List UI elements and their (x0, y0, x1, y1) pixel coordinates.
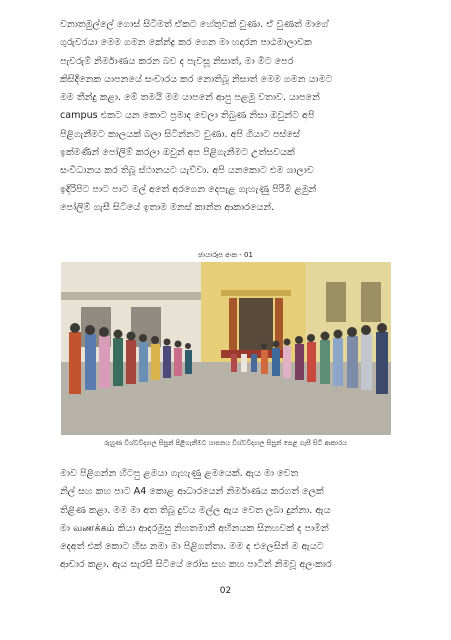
text-line: මාව පිළිගන්න හිටපු ළමයා ගැහැණු ළමයෙක්. ඇය මා වෙත (60, 468, 299, 479)
text-line: පිළිගැනීමට කාලයක් බලා සිටින්නට වුණා. අපි ගියාට පස්සේ (60, 128, 300, 140)
figure-label: ඡායාරූප අංක - 01 (198, 251, 253, 259)
text-line: මා வணக்கம் කියා ආදරමුසු නිහතමානී අභිනයක සිනහවක් ද පාමින් (60, 522, 329, 534)
text-line: ආචාර කළා. ඇය සැරසී සිටියේ රෝස සහ කහ පාටින් නිමවූ අලංකාර (60, 559, 332, 571)
text-line: ඉදිරිපිට පාට පාට මල් අතේ අරගෙන දෙපැළ ගැහැණු පිරිමි ළමුන් (60, 183, 317, 195)
doorway (239, 298, 273, 353)
text-line: තිළිණ කළා. මම මා අත තිබූ දුවය මල්ල ඇය වෙත ලබා දුන්නා. ඇය (60, 504, 331, 516)
text-line: පැවරුම් නිර්මාණය කරන බව ද පැවසූ නිසාත්, මා මීට පෙර (60, 55, 294, 67)
people-center (231, 354, 257, 372)
welcome-photo (61, 262, 391, 435)
page-number: 02 (219, 586, 232, 596)
text-line: ඉක්මණින් පෝලිම් කරලා ඔවුන් අප පිළිගැනීමට උත්සවයක් (60, 147, 295, 159)
text-line: දෙඅත් එක් කොට හිස නමා මා පිළිගත්තා. මම ද එලෙසින් ම ඇයට (60, 541, 324, 553)
text-line: නිල් සහ කහ පාට A4 කොළ ආධාරයෙන් නිර්මාණය කරගත් ලෙක් (60, 486, 324, 498)
text-line: පෝලිම් ගැසී සිටියේ ඉතාම මනස් කාන්ත ආකාරයෙන්. (60, 201, 275, 213)
figure-caption: රුහුණ විශ්වවිද්‍යාල සිසුන් පිළිගැනීමට යාපනය විශ්වවිද්‍යාල සිසුන් පෙළ ගැසී සිටි ආකාරය (104, 439, 347, 447)
text-line: වනාතමුල්ලේ ගොස් සිටිමත් ඒකට හේතුවක් වුණා. ඒ වුණත් මාගේ (60, 19, 329, 30)
paragraph-1 (60, 16, 390, 217)
text-line: සංවිධානය කර තිබූ ස්ථානයට යැව්වා. අපි යනකොට එම ශාලාව (60, 165, 314, 177)
text-line: campus එකට යන කොට ප්‍රමාද වෙලා තිබුණ නිසා ඔවුන්ට අපි (60, 110, 315, 122)
paragraph-2 (60, 465, 390, 575)
text-line: මම තීන්දු කළා. මේ තමයි මම යාපනේ ආපු පළමු වතාව. යාපනේ (60, 92, 320, 104)
text-line: කිසිදිනෙක යාපනයේ සංචාරය කර නොතිබූ නිසාත් මෙම ගමන යාමට (60, 73, 333, 85)
photo-illustration (61, 262, 391, 435)
text-line: ගුරුවරයා මෙම ගමන කේන්ද්‍ර කර ගෙන මා හදාරන පාඨමාලාවක (60, 37, 312, 49)
